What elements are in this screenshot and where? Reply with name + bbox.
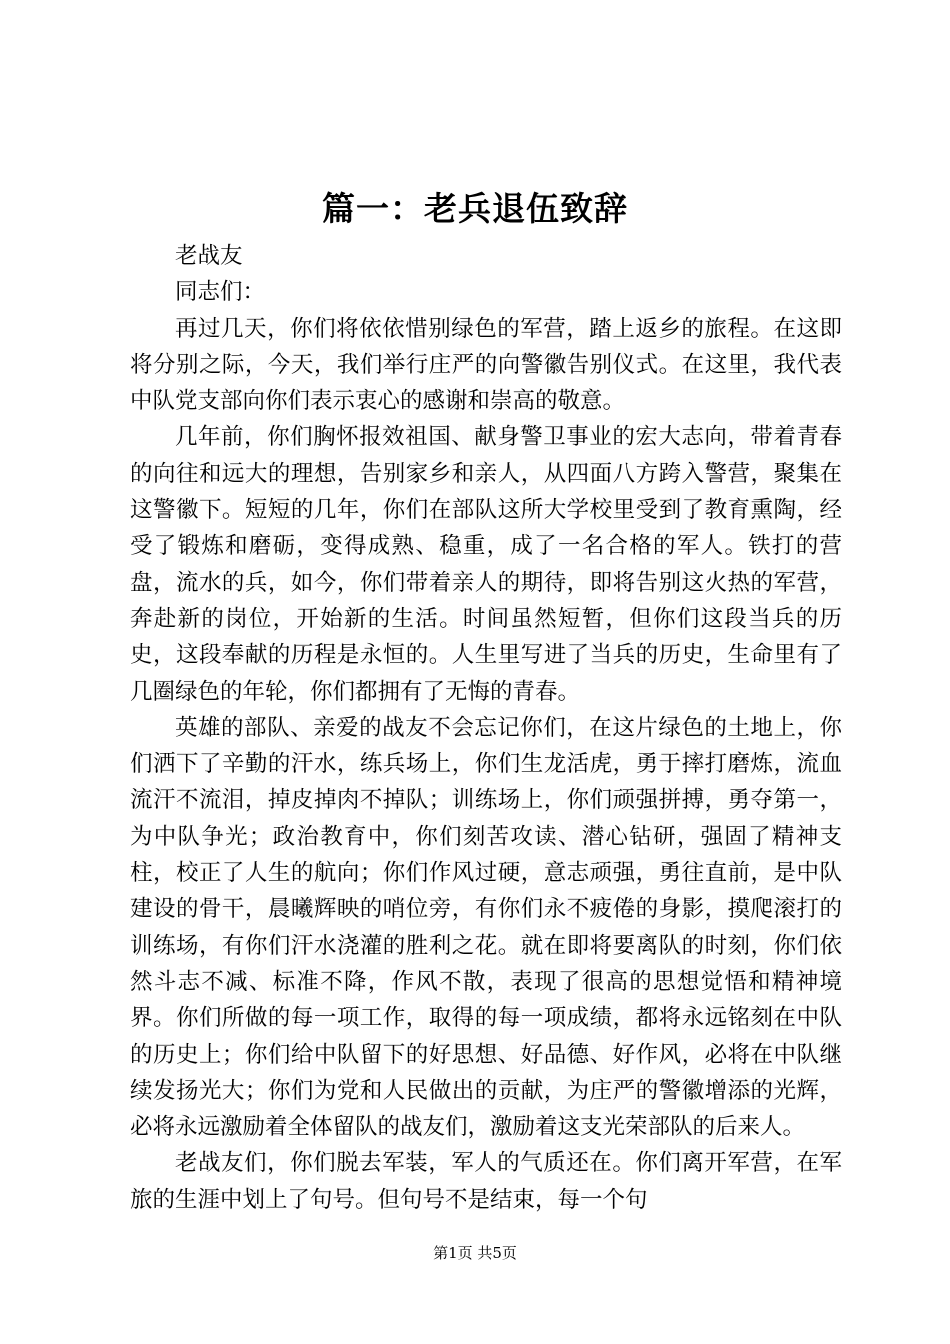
page-footer: 第1页 共5页	[433, 1244, 517, 1262]
paragraph-3: 英雄的部队、亲爱的战友不会忘记你们，在这片绿色的土地上，你们洒下了辛勤的汗水，练兵场上，你们生龙活虎，勇于摔打磨炼，流血流汗不流泪，掉皮掉肉不掉队；训练场上，你们顽强拼搏，勇夺第一，为中队争光；政治教育中，你们刻苦攻读、潜心钻研，强固了精神支柱，校正了人生的航向；你们作风过硬，意志顽强，勇往直前，是中队建设的骨干，晨曦辉映的哨位旁，有你们永不疲倦的身影，摸爬滚打的训练场，有你们汗水浇灌的胜利之花。就在即将要离队的时刻，你们依然斗志不减、标准不降，作风不散，表现了很高的思想觉悟和精神境界。你们所做的每一项工作，取得的每一项成绩，都将永远铭刻在中队的历史上；你们给中队留下的好思想、好品德、好作风，必将在中队继续发扬光大；你们为党和人民做出的贡献，为庄严的警徽增添的光辉，必将永远激励着全体留队的战友们，激励着这支光荣部队的后来人。	[130, 714, 842, 1141]
paragraph-2: 几年前，你们胸怀报效祖国、献身警卫事业的宏大志向，带着青春的向往和远大的理想，告别家乡和亲人，从四面八方跨入警营，聚集在这警徽下。短短的几年，你们在部队这所大学校里受到了教育熏陶，经受了锻炼和磨砺，变得成熟、稳重，成了一名合格的军人。铁打的营盘，流水的兵，如今，你们带着亲人的期待，即将告别这火热的军营，奔赴新的岗位，开始新的生活。时间虽然短暂，但你们这段当兵的历史，这段奉献的历程是永恒的。人生里写进了当兵的历史，生命里有了几圈绿色的年轮，你们都拥有了无悔的青春。	[130, 424, 842, 705]
salutation-line-1: 老战友	[175, 243, 243, 269]
paragraph-4: 老战友们，你们脱去军装，军人的气质还在。你们离开军营，在军旅的生涯中划上了句号。但句号不是结束，每一个句	[130, 1150, 842, 1213]
salutation-line-2: 同志们：	[175, 279, 266, 306]
document-body	[130, 238, 842, 1218]
document-title: 篇一：老兵退伍致辞	[322, 189, 628, 228]
paragraph-1: 再过几天，你们将依依惜别绿色的军营，踏上返乡的旅程。在这即将分别之际，今天，我们举行庄严的向警徽告别仪式。在这里，我代表中队党支部向你们表示衷心的感谢和崇高的敬意。	[130, 315, 842, 415]
